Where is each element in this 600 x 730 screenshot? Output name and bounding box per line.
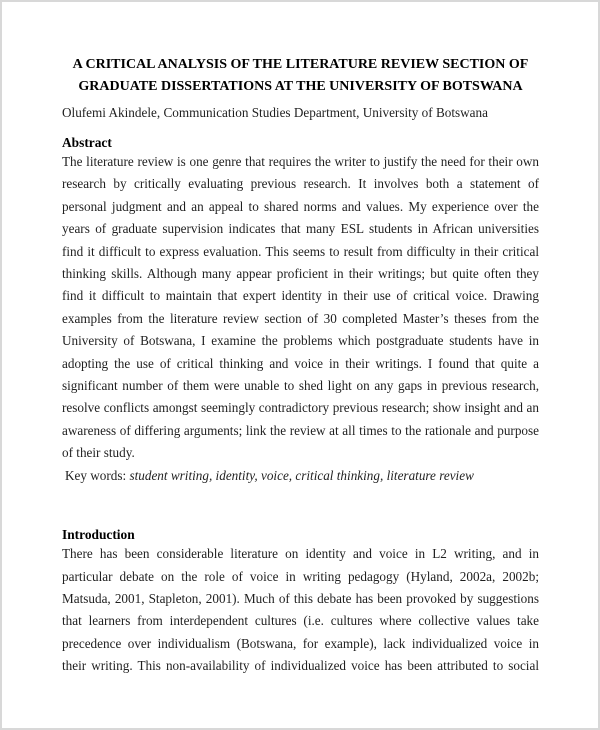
abstract-body-line: awareness of differing arguments; link the review at all times to the rationale and purpose [62, 422, 539, 438]
introduction-section [62, 526, 539, 677]
introduction-body-line: their writing. This non-availability of individualized voice has been attributed to social [62, 658, 539, 674]
abstract-body-line: The literature review is one genre that requires the writer to justify the need for their own [62, 154, 539, 169]
abstract-body-line: personal judgment and an appeal to shared norms and values. My experience over the [62, 198, 539, 214]
abstract-body-line: of their study. [62, 445, 135, 461]
paper-title-line: GRADUATE DISSERTATIONS AT THE UNIVERSITY OF BOTSWANA [78, 79, 523, 94]
abstract-section [62, 134, 539, 487]
abstract-body-line: resolve conflicts amongst seemingly contradictory previous research; show insight and an [62, 400, 539, 416]
abstract-body-line: thinking skills. Although many appear proficient in their writings; but quite often they [62, 266, 539, 282]
abstract-body [62, 151, 539, 465]
keywords-line [62, 465, 539, 487]
abstract-body-line: University of Botswana, I examine the problems which postgraduate students have in [62, 333, 539, 349]
introduction-body-line: that learners from interdependent cultures (i.e. cultures where collective values take [62, 613, 539, 629]
introduction-body-line: precedence over individualism (Botswana, for example), lack individualized voice in [62, 635, 539, 651]
introduction-body-line: Matsuda, 2001, Stapleton, 2001). Much of this debate has been provoked by suggestions [62, 590, 539, 606]
abstract-body-line: adopting the use of critical thinking and voice in their writings. I found that quite a [62, 355, 539, 371]
introduction-body-line: There has been considerable literature on identity and voice in L2 writing, and in [62, 546, 539, 562]
keywords-value: student writing, identity, voice, critical thinking, literature review [129, 467, 474, 483]
abstract-body-line: years of graduate supervision indicates that many ESL students in African universities [62, 221, 539, 237]
paper-title-line: A CRITICAL ANALYSIS OF THE LITERATURE REVIEW SECTION OF [72, 57, 529, 72]
abstract-heading: Abstract [62, 135, 112, 150]
abstract-body-line: examples from the literature review section of 30 completed Master’s theses from the [62, 310, 539, 326]
keywords-label: Key words: [65, 467, 127, 483]
introduction-body [62, 543, 539, 677]
abstract-body-line: significant number of them were unable to shed light on any gaps in previous research, [62, 378, 539, 394]
abstract-body-line: find it difficult to express evaluation. This seems to result from difficulty in their critical [62, 243, 539, 259]
author-line: Olufemi Akindele, Communication Studies Department, University of Botswana [62, 105, 488, 120]
paper-title [62, 54, 539, 98]
abstract-body-line: research by critically evaluating previous research. It involves both a statement of [62, 176, 539, 192]
introduction-body-line: particular debate on the role of voice in writing pedagogy (Hyland, 2002a, 2002b; [62, 568, 539, 584]
abstract-body-line: find it difficult to maintain that expert identity in their use of critical voice. Drawing [62, 288, 539, 304]
introduction-heading: Introduction [62, 527, 135, 543]
